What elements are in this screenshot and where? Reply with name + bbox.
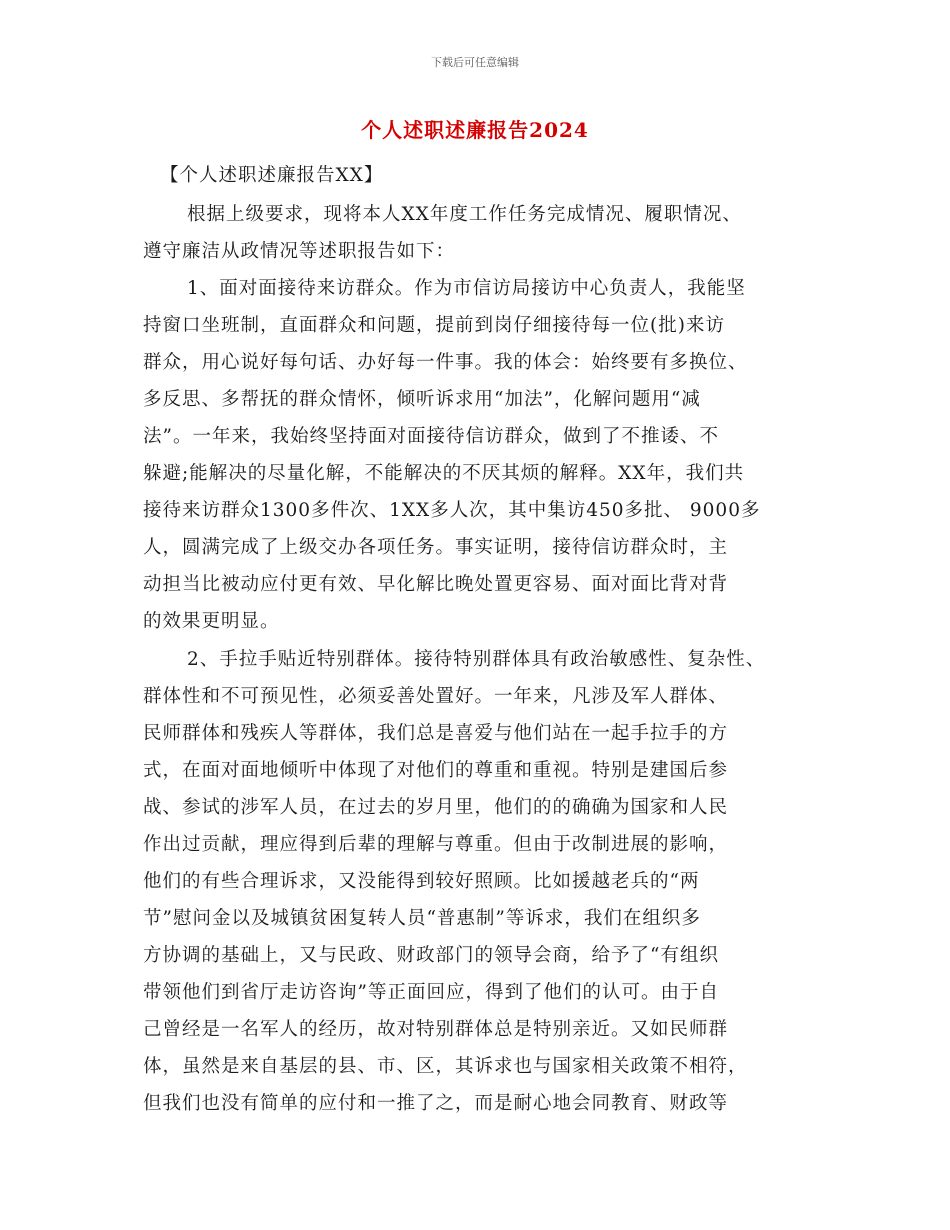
paragraph-line: 的效果更明显。 [143,611,280,632]
paragraph-line: 己曾经是一名军人的经历，故对特别群体总是特别亲近。又如民师群 [143,1019,729,1040]
paragraph-line: 战、参试的涉军人员，在过去的岁月里，他们的的确确为国家和人民 [143,797,729,818]
paragraph-line: 民师群体和残疾人等群体，我们总是喜爱与他们站在一起手拉手的方 [143,723,729,744]
paragraph-line: 1、面对面接待来访群众。作为市信访局接访中心负责人，我能坚 [187,278,746,299]
paragraph-line: 多反思、多帮抚的群众情怀，倾听诉求用“加法”，化解问题用“减 [143,389,701,410]
paragraph-line: 遵守廉洁从政情况等述职报告如下： [143,241,456,262]
paragraph-line: 动担当比被动应付更有效、早化解比晚处置更容易、面对面比背对背 [143,574,729,595]
paragraph-line: 体，虽然是来自基层的县、市、区，其诉求也与国家相关政策不相符， [143,1056,748,1077]
paragraph-line: 群体性和不可预见性，必须妥善处置好。一年来，凡涉及军人群体、 [143,686,729,707]
paragraph-line: 节”慰问金以及城镇贫困复转人员“普惠制”等诉求，我们在组织多 [143,908,701,929]
document-title: 个人述职述廉报告2024 [361,118,589,142]
paragraph-line: 他们的有些合理诉求，又没能得到较好照顾。比如援越老兵的“两 [143,871,700,892]
paragraph-line: 但我们也没有简单的应付和一推了之，而是耐心地会同教育、财政等 [143,1093,729,1114]
paragraph-line: 式，在面对面地倾听中体现了对他们的尊重和重视。特别是建国后参 [143,760,729,781]
paragraph-line: 接待来访群众1300多件次、1XX多人次，其中集访450多批、 9000多 [143,500,761,521]
paragraph-line: 2、手拉手贴近特别群体。接待特别群体具有政治敏感性、复杂性、 [187,649,766,670]
paragraph-line: 根据上级要求，现将本人XX年度工作任务完成情况、履职情况、 [187,204,742,225]
paragraph-line: 方协调的基础上，又与民政、财政部门的领导会商，给予了“有组织 [143,945,719,966]
paragraph-line: 群众，用心说好每句话、办好每一件事。我的体会：始终要有多换位、 [143,352,748,373]
paragraph-line: 作出过贡献，理应得到后辈的理解与尊重。但由于改制进展的影响， [143,834,729,855]
paragraph-line: 带领他们到省厅走访咨询”等正面回应，得到了他们的认可。由于自 [143,982,719,1003]
section-heading: 【个人述职述廉报告XX】 [160,165,384,186]
paragraph-line: 人，圆满完成了上级交办各项任务。事实证明，接待信访群众时，主 [143,537,729,558]
paragraph-line: 法”。一年来，我始终坚持面对面接待信访群众，做到了不推诿、不 [143,426,719,447]
header-note: 下载后可任意编辑 [431,56,519,69]
paragraph-line: 躲避;能解决的尽量化解，不能解决的不厌其烦的解释。XX年，我们共 [143,463,745,484]
paragraph-line: 持窗口坐班制，直面群众和问题，提前到岗仔细接待每一位(批)来访 [143,315,725,336]
